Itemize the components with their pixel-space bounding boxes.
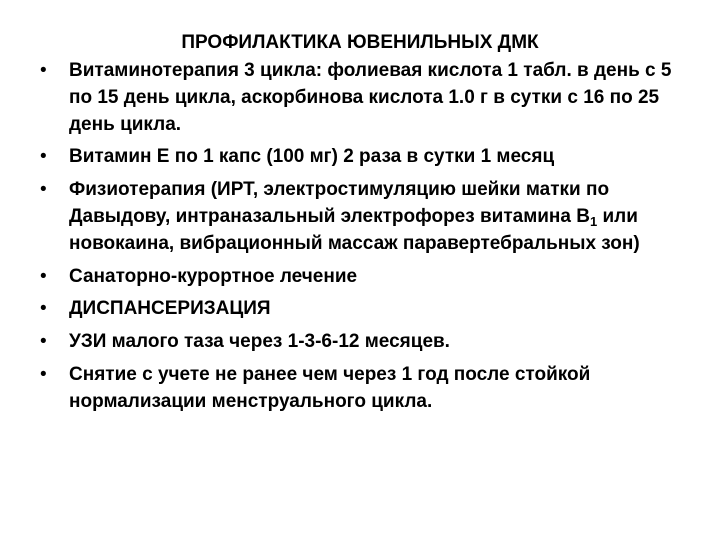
bullet-item-vitamin-therapy (40, 58, 680, 138)
bullet-text: Снятие с учете не ранее чем через 1 год после стойкой нормализации менструального цикла. (69, 363, 591, 412)
bullet-icon: • (40, 298, 47, 320)
bullet-text-subscript: 1 (589, 213, 598, 229)
bullet-item-ultrasound (40, 329, 680, 356)
bullet-text: ДИСПАНСЕРИЗАЦИЯ (69, 298, 271, 320)
bullet-item-vitamin-e (40, 144, 680, 171)
bullet-text-part-1: Физиотерапия (ИРТ, электростимуляцию шейки матки по Давыдову, интраназальный электрофорез витамина В (69, 179, 610, 227)
bullet-item-dispensary (40, 296, 680, 323)
bullet-icon: • (40, 179, 47, 201)
bullet-text-part-2: или новокаина, вибрационный массаж паравертебральных зон) (69, 205, 640, 254)
bullet-item-deregistration (40, 362, 680, 416)
slide-title: ПРОФИЛАКТИКА ЮВЕНИЛЬНЫХ ДМК (181, 32, 539, 53)
bullet-item-physiotherapy (40, 177, 680, 257)
bullet-item-sanatorium (40, 264, 680, 291)
bullet-icon: • (40, 331, 47, 353)
bullet-text: Санаторно-курортное лечение (69, 265, 358, 287)
bullet-icon: • (40, 265, 47, 287)
bullet-text: Витамин Е по 1 капс (100 мг) 2 раза в сутки 1 месяц (69, 146, 555, 168)
bullet-text: УЗИ малого таза через 1-3-6-12 месяцев. (69, 331, 450, 353)
bullet-icon: • (40, 363, 47, 385)
bullet-list (40, 58, 680, 422)
bullet-icon: • (40, 60, 47, 81)
bullet-text: Витаминотерапия 3 цикла: фолиевая кислота 1 табл. в день с 5 по 15 день цикла, аскорбинова кислота 1.0 г в сутки с 16 по 25 день цикла. (69, 60, 672, 135)
bullet-icon: • (40, 146, 47, 168)
